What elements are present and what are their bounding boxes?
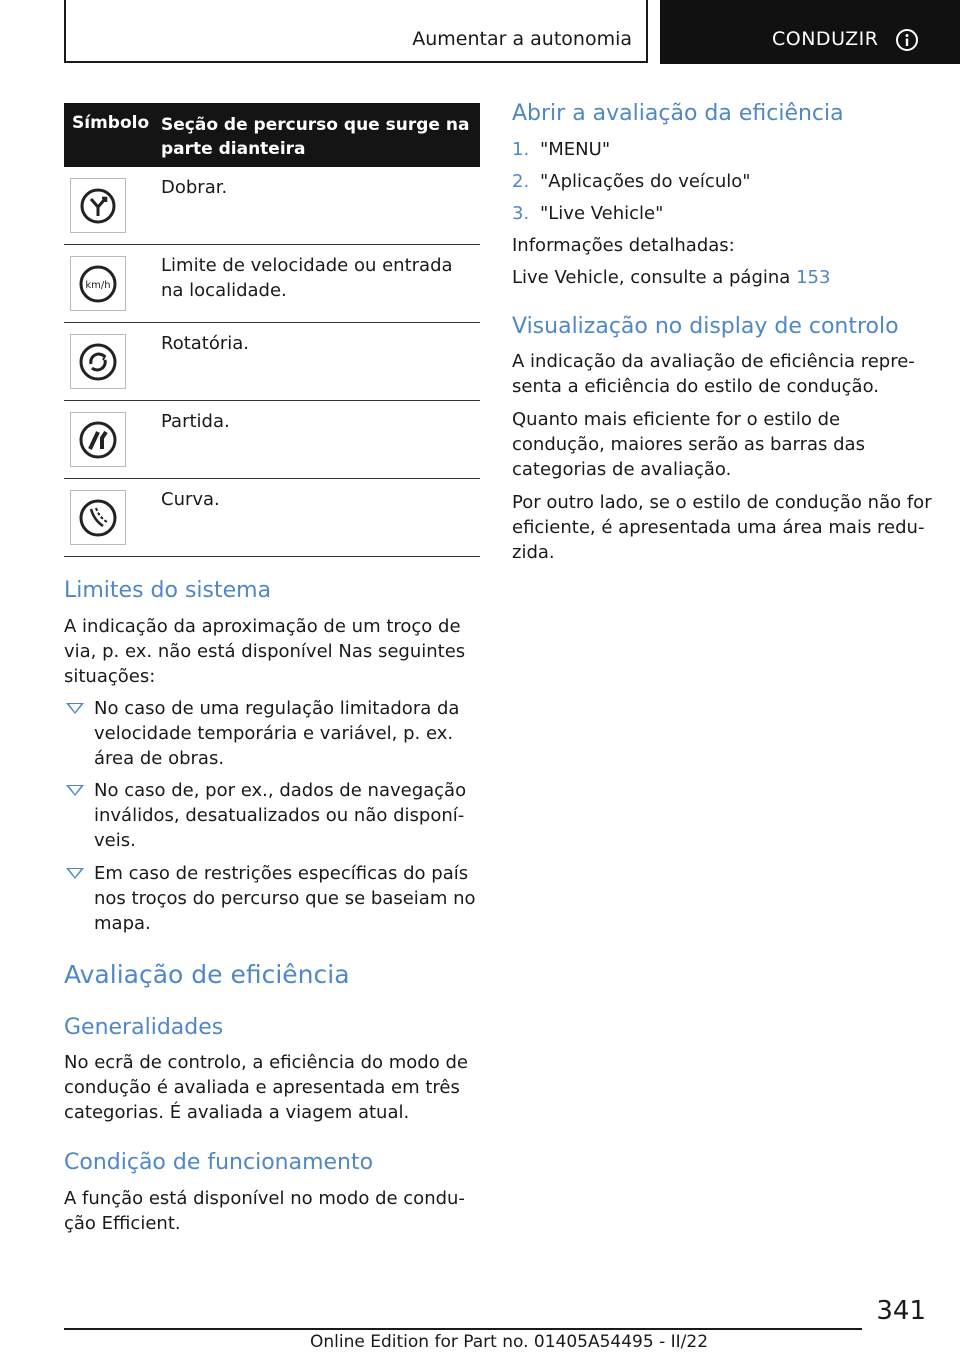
- bullet-text: Em caso de restrições específicas do país nos troços do percurso que se baseiam no mapa.: [94, 863, 476, 934]
- visualizacao-p1: A indicação da avaliação de eficiência repre-senta a eficiência do estilo de condução.: [512, 351, 915, 397]
- header-chapter-box: [660, 0, 960, 64]
- table-header: [64, 103, 480, 167]
- row-label: Limite de velocidade ou entrada na localidade.: [161, 255, 453, 301]
- column-header-symbol: Símbolo: [72, 113, 150, 133]
- limites-heading: Limites do sistema: [64, 578, 272, 603]
- step-text: "Aplicações do veículo": [540, 171, 751, 192]
- symbol-table: [64, 103, 480, 557]
- step-text: "Live Vehicle": [540, 203, 664, 224]
- row-label: Curva.: [161, 489, 220, 510]
- bullet-triangle-icon: [66, 785, 84, 796]
- turn-icon: [70, 178, 126, 233]
- roundabout-icon: [70, 334, 126, 389]
- svg-text:km/h: km/h: [85, 279, 111, 291]
- speed-limit-kmh-icon: [70, 256, 126, 311]
- visualizacao-p3: Por outro lado, se o estilo de condução não for eficiente, é apresentada uma área mais redu-zida.: [512, 492, 932, 563]
- abrir-heading: Abrir a avaliação da eficiência: [512, 101, 844, 126]
- row-label: Partida.: [161, 411, 230, 432]
- bullet-triangle-icon: [66, 868, 84, 879]
- bullet-text: No caso de uma regulação limitadora da velocidade temporária e variável, p. ex. área de obras.: [94, 698, 460, 769]
- table-row: [64, 167, 480, 245]
- header-section-title: Aumentar a autonomia: [412, 28, 632, 50]
- page-number: 341: [876, 1296, 926, 1326]
- footer-divider: [64, 1328, 862, 1330]
- generalidades-text: No ecrã de controlo, a eficiência do modo de condução é avaliada e apresentada em três categorias. É avaliada a viagem atual.: [64, 1052, 468, 1123]
- list-item: [512, 169, 932, 194]
- page-link[interactable]: 153: [796, 267, 831, 288]
- bullet-text: No caso de, por ex., dados de navegação inválidos, desatualizados ou não disponí-veis.: [94, 780, 467, 851]
- avaliacao-heading: Avaliação de eficiência: [64, 960, 350, 989]
- list-item: [512, 201, 932, 226]
- step-number: 3.: [512, 203, 530, 224]
- departure-icon: [70, 412, 126, 467]
- row-label: Rotatória.: [161, 333, 250, 354]
- info-circle-icon[interactable]: [896, 29, 918, 51]
- list-item: [512, 137, 932, 162]
- info-reference-text: Live Vehicle, consulte a página: [512, 267, 791, 288]
- column-header-section: Seção de percurso que surge na parte dianteira: [161, 115, 470, 159]
- bullet-triangle-icon: [66, 703, 84, 714]
- info-reference: [512, 265, 932, 290]
- header-chapter-title: CONDUZIR: [772, 28, 879, 50]
- table-row: [64, 245, 480, 323]
- step-text: "MENU": [540, 139, 611, 160]
- row-label: Dobrar.: [161, 177, 228, 198]
- info-label: Informações detalhadas:: [512, 235, 735, 256]
- generalidades-heading: Generalidades: [64, 1015, 224, 1040]
- table-row: [64, 401, 480, 479]
- limites-intro: A indicação da aproximação de um troço de via, p. ex. não está disponível Nas seguintes situações:: [64, 616, 466, 687]
- footer-edition: Online Edition for Part no. 01405A54495 - II/22: [310, 1332, 709, 1352]
- header-section-box: [64, 0, 648, 63]
- curve-icon: [70, 490, 126, 545]
- condicao-text: A função está disponível no modo de condu-ção Efficient.: [64, 1188, 465, 1234]
- condicao-heading: Condição de funcionamento: [64, 1150, 374, 1175]
- step-number: 1.: [512, 139, 530, 160]
- table-row: [64, 479, 480, 557]
- visualizacao-heading: Visualização no display de controlo: [512, 314, 899, 339]
- step-number: 2.: [512, 171, 530, 192]
- table-row: [64, 323, 480, 401]
- visualizacao-p2: Quanto mais eficiente for o estilo de condução, maiores serão as barras das categorias de avaliação.: [512, 409, 865, 480]
